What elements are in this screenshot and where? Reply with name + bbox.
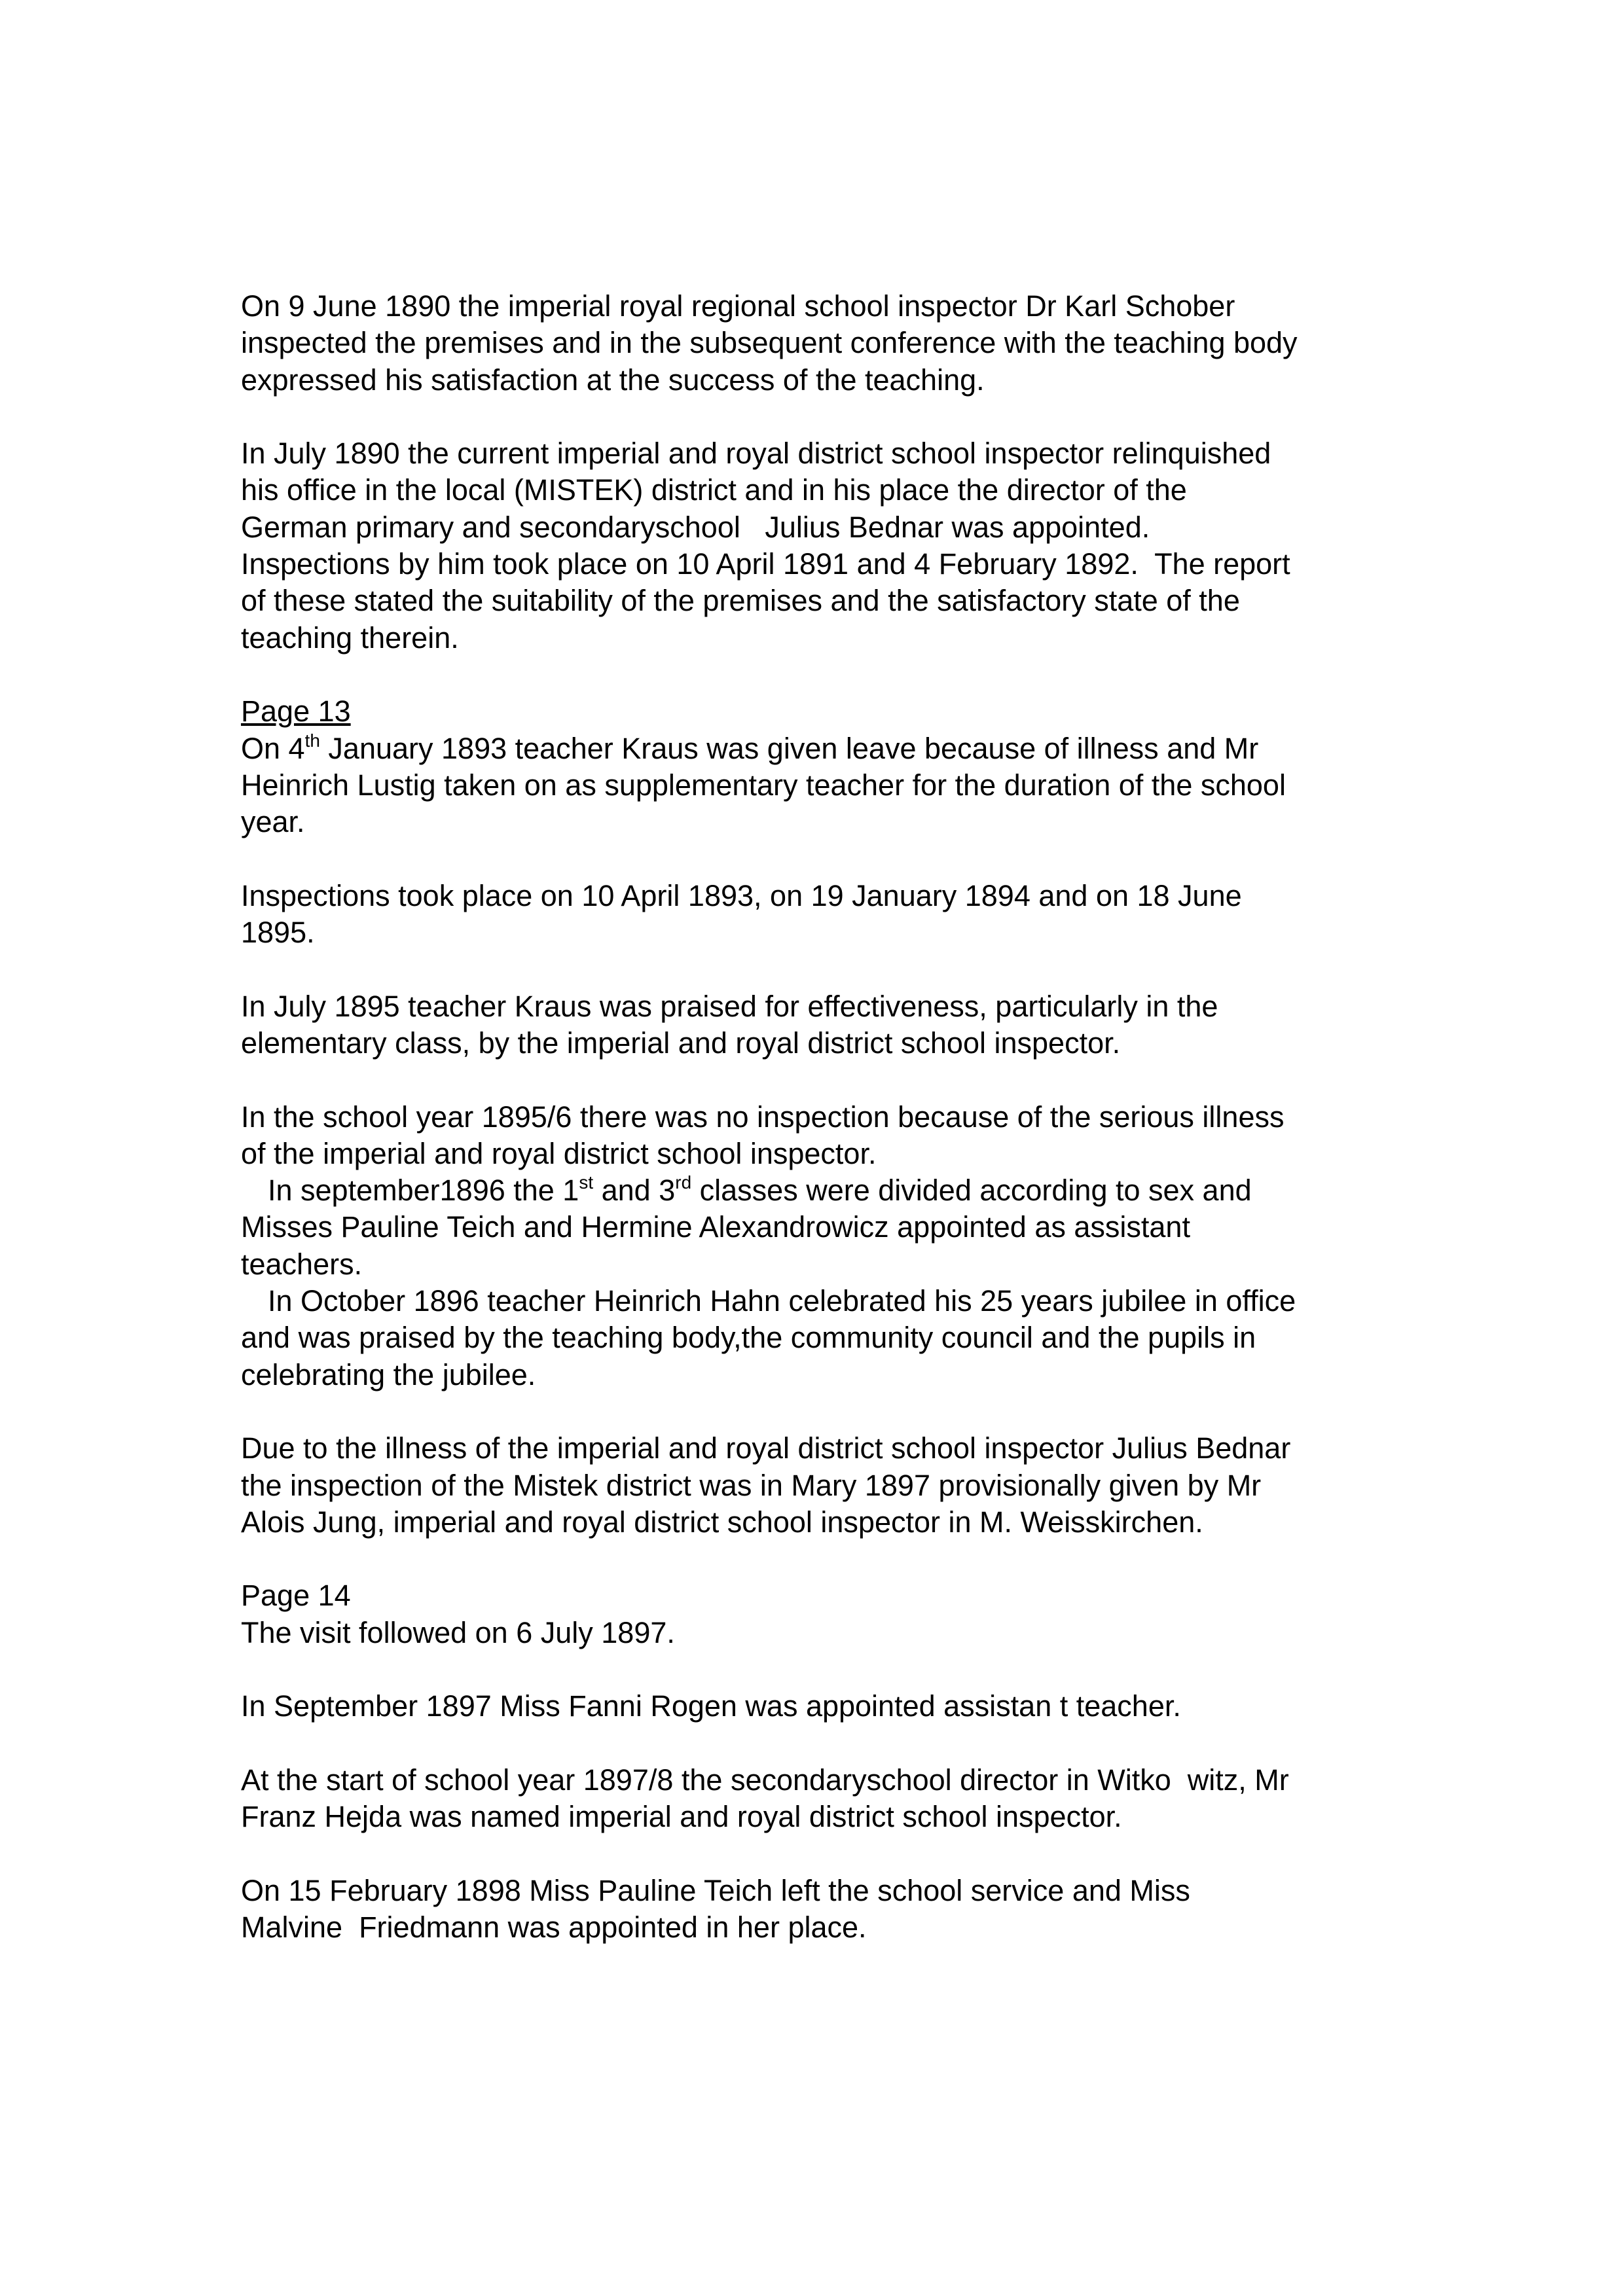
text-fragment: classes were divided according to sex and — [691, 1174, 1252, 1208]
superscript: rd — [675, 1172, 692, 1193]
superscript: th — [304, 730, 320, 751]
text-line: At the start of school year 1897/8 the secondaryschool director in Witko witz, Mr — [241, 1763, 1289, 1797]
text-line: elementary class, by the imperial and royal district school inspector. — [241, 1026, 1121, 1060]
paragraph-hejda-named — [241, 1762, 1406, 1836]
text-fragment: January 1893 teacher Kraus was given leave because of illness and Mr — [319, 731, 1259, 765]
paragraph-rogen-appointed — [241, 1688, 1406, 1725]
text-line: In July 1890 the current imperial and royal district school inspector relinquished — [241, 437, 1271, 471]
text-line: Due to the illness of the imperial and royal district school inspector Julius Bednar — [241, 1431, 1291, 1465]
page-14-heading: Page 14 — [241, 1579, 351, 1613]
superscript: st — [579, 1172, 594, 1193]
paragraph-kraus-praised — [241, 988, 1406, 1062]
text-line: the inspection of the Mistek district was in Mary 1897 provisionally given by Mr — [241, 1468, 1262, 1502]
text-line: teaching therein. — [241, 620, 459, 655]
paragraph-inspector-change — [241, 435, 1406, 656]
paragraph-bednar-illness — [241, 1430, 1406, 1541]
paragraph-teich-left — [241, 1873, 1406, 1946]
paragraph-hahn-jubilee — [241, 1283, 1406, 1393]
document-page — [241, 288, 1406, 1983]
page-13-heading: Page 13 — [241, 694, 351, 728]
text-line: of these stated the suitability of the premises and the satisfactory state of the — [241, 584, 1240, 618]
text-line: The visit followed on 6 July 1897. — [241, 1615, 675, 1649]
paragraph-classes-divided — [241, 1172, 1406, 1283]
text-line: In October 1896 teacher Heinrich Hahn celebrated his 25 years jubilee in office — [268, 1284, 1296, 1318]
text-line: and was praised by the teaching body,the community council and the pupils in — [241, 1321, 1256, 1355]
text-line: On 9 June 1890 the imperial royal regional school inspector Dr Karl Schober — [241, 289, 1235, 323]
text-fragment: On 4 — [241, 731, 305, 765]
text-fragment: and 3 — [593, 1174, 676, 1208]
paragraph-inspection-1890 — [241, 288, 1406, 399]
text-line: expressed his satisfaction at the success of the teaching. — [241, 363, 985, 397]
paragraph-no-inspection — [241, 1099, 1406, 1173]
text-line — [241, 1172, 1406, 1209]
text-line: German primary and secondaryschool Julius Bednar was appointed. — [241, 510, 1150, 544]
text-line: inspected the premises and in the subsequent conference with the teaching body — [241, 326, 1298, 360]
text-line: year. — [241, 805, 305, 839]
text-line: his office in the local (MISTEK) district and in his place the director of the — [241, 473, 1187, 507]
text-line: Franz Hejda was named imperial and royal district school inspector. — [241, 1800, 1122, 1834]
text-line: 1895. — [241, 916, 315, 950]
text-line: In July 1895 teacher Kraus was praised for effectiveness, particularly in the — [241, 989, 1218, 1023]
paragraph-page-14 — [241, 1577, 1406, 1651]
text-line: In September 1897 Miss Fanni Rogen was appointed assistan t teacher. — [241, 1689, 1181, 1723]
text-line: Heinrich Lustig taken on as supplementary teacher for the duration of the school — [241, 768, 1286, 802]
text-line: celebrating the jubilee. — [241, 1357, 536, 1391]
text-fragment: In september1896 the 1 — [268, 1174, 579, 1208]
paragraph-page-13 — [241, 693, 1406, 840]
text-line: of the imperial and royal district school inspector. — [241, 1136, 877, 1170]
text-line: teachers. — [241, 1247, 363, 1281]
text-line — [241, 730, 1406, 767]
text-line: Inspections by him took place on 10 April 1891 and 4 February 1892. The report — [241, 547, 1290, 581]
paragraph-inspections-1893 — [241, 878, 1406, 952]
text-line: Malvine Friedmann was appointed in her place. — [241, 1910, 867, 1945]
text-line: Misses Pauline Teich and Hermine Alexandrowicz appointed as assistant — [241, 1210, 1190, 1244]
text-line: On 15 February 1898 Miss Pauline Teich left the school service and Miss — [241, 1873, 1190, 1907]
text-line: Inspections took place on 10 April 1893, on 19 January 1894 and on 18 June — [241, 878, 1242, 912]
text-line: Alois Jung, imperial and royal district school inspector in M. Weisskirchen. — [241, 1505, 1203, 1539]
text-line: In the school year 1895/6 there was no inspection because of the serious illness — [241, 1100, 1285, 1134]
